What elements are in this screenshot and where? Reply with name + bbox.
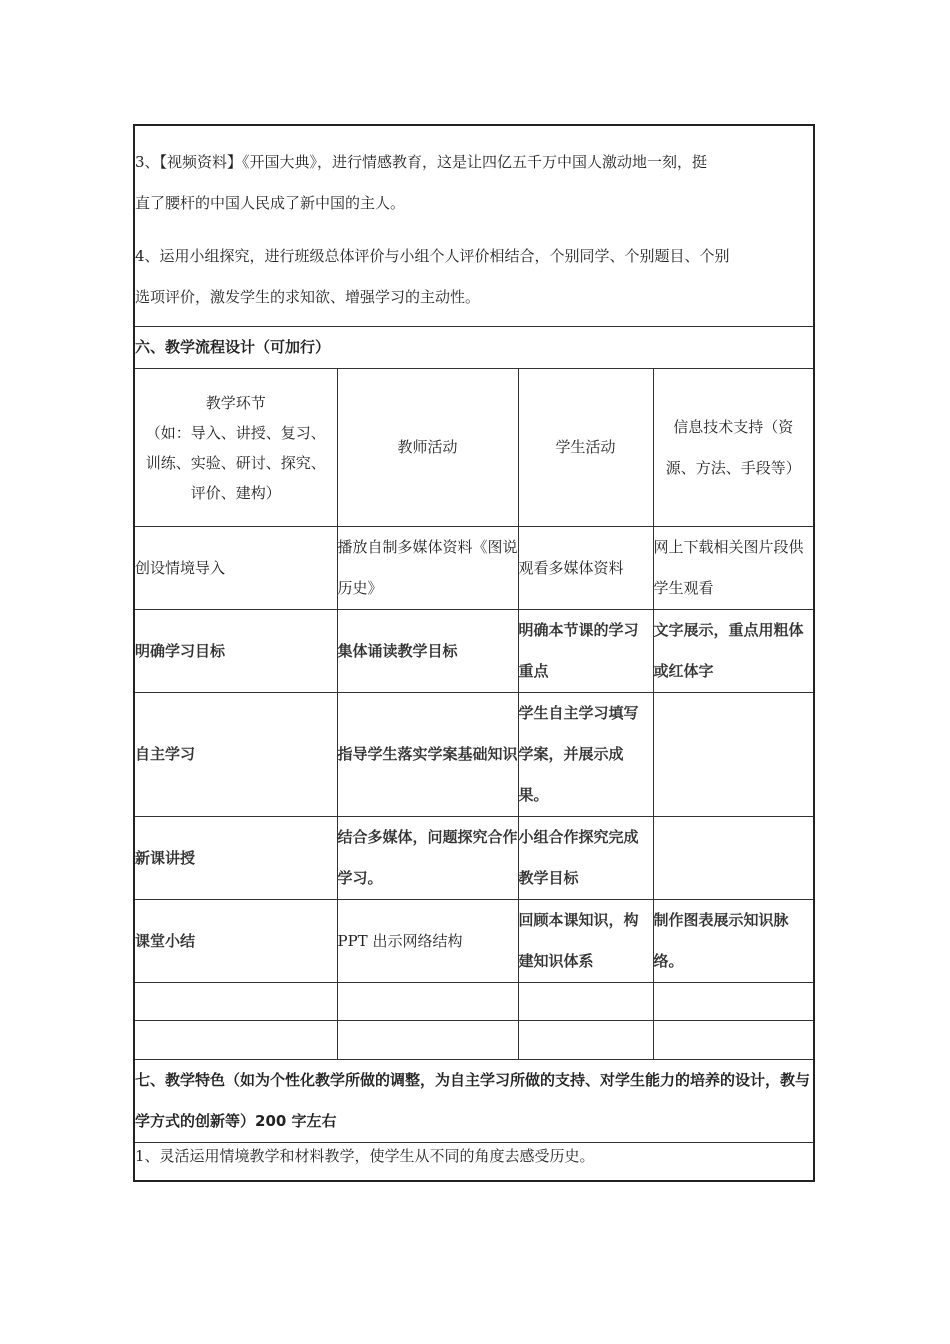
item4-line1: 4、运用小组探究，进行班级总体评价与小组个人评价相结合，个别同学、个别题目、个别 [135,247,730,265]
header-row [134,369,814,527]
stage-cell: 课堂小结 [134,900,337,983]
section6-title-row [134,327,814,369]
table-row [134,693,814,817]
item4-line2: 选项评价，激发学生的求知欲、增强学习的主动性。 [135,288,481,306]
student-cell: 小组合作探究完成教学目标 [518,817,653,900]
header-stage-line4: 评价、建构） [190,483,281,502]
section6-title: 六、教学流程设计（可加行） [134,327,814,369]
section7-content-row [134,1143,814,1182]
teacher-cell: 指导学生落实学案基础知识 [337,693,518,817]
student-cell: 回顾本课知识，构建知识体系 [518,900,653,983]
empty-cell [337,1021,518,1060]
header-stage-line2: （如：导入、讲授、复习、 [145,423,326,442]
tech-cell [653,693,814,817]
header-tech-line2: 源、方法、手段等） [665,458,801,477]
table-row [134,527,814,610]
item3-line1: 3、【视频资料】《开国大典》，进行情感教育，这是让四亿五千万中国人激动地一刻，挺 [135,153,708,171]
header-student: 学生活动 [518,369,653,527]
empty-cell [337,983,518,1021]
lesson-plan-table [133,124,815,1182]
teacher-cell: 结合多媒体，问题探究合作学习。 [337,817,518,900]
intro-row [134,125,814,327]
table-row [134,900,814,983]
stage-cell: 创设情境导入 [134,527,337,610]
header-stage-line1: 教学环节 [205,393,266,412]
teacher-cell: 播放自制多媒体资料《图说历史》 [337,527,518,610]
student-cell: 学生自主学习填写学案，并展示成果。 [518,693,653,817]
tech-cell [653,817,814,900]
empty-cell [518,983,653,1021]
teacher-cell: PPT 出示网络结构 [337,900,518,983]
table-row [134,817,814,900]
header-tech-line1: 信息技术支持（资 [673,417,794,436]
empty-row [134,1021,814,1060]
student-cell: 明确本节课的学习重点 [518,610,653,693]
item3-line2: 直了腰杆的中国人民成了新中国的主人。 [135,194,406,212]
empty-cell [653,983,814,1021]
stage-cell: 明确学习目标 [134,610,337,693]
empty-cell [134,1021,337,1060]
stage-cell: 新课讲授 [134,817,337,900]
tech-cell: 网上下载相关图片段供学生观看 [653,527,814,610]
header-tech [653,369,814,527]
section7-title: 七、教学特色（如为个性化教学所做的调整，为自主学习所做的支持、对学生能力的培养的设计，教与学方式的创新等）200 字左右 [134,1060,814,1143]
header-teacher: 教师活动 [337,369,518,527]
empty-row [134,983,814,1021]
empty-cell [518,1021,653,1060]
section7-title-row [134,1060,814,1143]
header-stage [134,369,337,527]
teacher-cell: 集体诵读教学目标 [337,610,518,693]
empty-cell [653,1021,814,1060]
student-cell: 观看多媒体资料 [518,527,653,610]
header-stage-line3: 训练、实验、研讨、探究、 [145,453,326,472]
tech-cell: 制作图表展示知识脉络。 [653,900,814,983]
tech-cell: 文字展示，重点用粗体或红体字 [653,610,814,693]
table-row [134,610,814,693]
stage-cell: 自主学习 [134,693,337,817]
section7-item1: 1、灵活运用情境教学和材料教学，使学生从不同的角度去感受历史。 [134,1143,814,1182]
empty-cell [134,983,337,1021]
